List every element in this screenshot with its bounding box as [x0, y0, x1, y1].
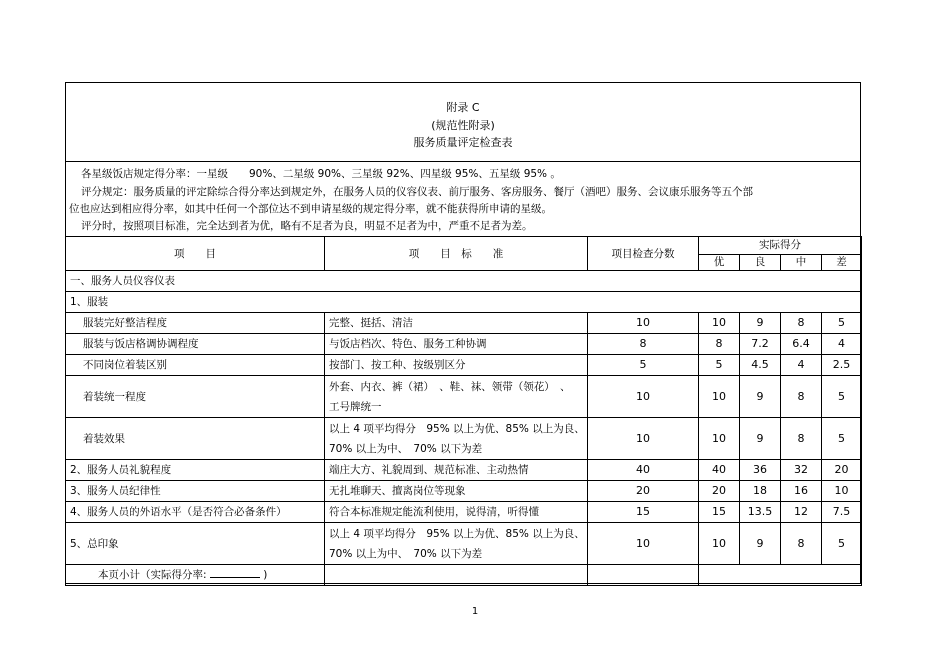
row-score: 10 — [588, 418, 699, 460]
table-row — [66, 502, 862, 523]
row-grade-good: 9 — [740, 523, 781, 565]
row-grade-excellent: 10 — [699, 523, 740, 565]
header-standard: 项 目 标 准 — [325, 237, 588, 271]
subtotal-label: 本页小计（实际得分率: — [98, 569, 207, 581]
header-row — [66, 237, 862, 255]
subsection-row — [66, 292, 862, 313]
row-standard: 端庄大方、礼貌周到、规范标准、主动热情 — [325, 460, 588, 481]
row-standard-line2: 70% 以上为中、 70% 以下为差 — [329, 547, 483, 560]
row-standard-line1: 外套、内衣、裤（裙） 、鞋、袜、领带（领花） 、 — [329, 380, 571, 393]
row-grade-fair: 12 — [781, 502, 822, 523]
table-row — [66, 334, 862, 355]
row-grade-excellent: 10 — [699, 418, 740, 460]
row-grade-excellent: 10 — [699, 376, 740, 418]
grade-excellent: 优 — [699, 255, 740, 271]
row-standard-line2: 70% 以上为中、 70% 以下为差 — [329, 442, 483, 455]
row-item: 服装与饭店格调协调程度 — [66, 334, 325, 355]
title-block — [66, 83, 860, 162]
row-grade-good: 13.5 — [740, 502, 781, 523]
table-row — [66, 481, 862, 502]
grade-fair: 中 — [781, 255, 822, 271]
row-standard: 完整、挺括、清洁 — [325, 313, 588, 334]
row-grade-fair: 8 — [781, 418, 822, 460]
subtotal-actual — [699, 565, 862, 586]
row-standard: 按部门、按工种、按级别区分 — [325, 355, 588, 376]
table-row — [66, 355, 862, 376]
row-score: 10 — [588, 523, 699, 565]
subtotal-standard — [325, 565, 588, 586]
row-score: 5 — [588, 355, 699, 376]
row-grade-good: 9 — [740, 376, 781, 418]
header-item: 项 目 — [66, 237, 325, 271]
row-grade-fair: 8 — [781, 313, 822, 334]
header-actual: 实际得分 — [699, 237, 862, 255]
row-standard: 与饭店档次、特色、服务工种协调 — [325, 334, 588, 355]
row-standard — [325, 418, 588, 460]
row-item: 2、服务人员礼貌程度 — [66, 460, 325, 481]
form-title: 服务质量评定检查表 — [413, 136, 513, 149]
row-item: 着装统一程度 — [66, 376, 325, 418]
subtotal-score — [588, 565, 699, 586]
row-grade-poor: 10 — [822, 481, 862, 502]
row-grade-poor: 2.5 — [822, 355, 862, 376]
row-item: 5、总印象 — [66, 523, 325, 565]
row-grade-good: 9 — [740, 313, 781, 334]
row-grade-good: 36 — [740, 460, 781, 481]
grade-poor: 差 — [822, 255, 862, 271]
row-score: 40 — [588, 460, 699, 481]
subsection-title: 1、服装 — [66, 292, 862, 313]
row-item: 4、服务人员的外语水平（是否符合必备条件） — [66, 502, 325, 523]
row-grade-fair: 4 — [781, 355, 822, 376]
rule-score-rate: 各星级饭店规定得分率：一星级 90%、二星级 90%、三星级 92%、四星级 95%、五星级 95% 。 — [81, 168, 561, 180]
subtotal-close: ) — [263, 569, 268, 581]
row-score: 20 — [588, 481, 699, 502]
row-grade-good: 4.5 — [740, 355, 781, 376]
row-grade-poor: 20 — [822, 460, 862, 481]
appendix-title: 附录 C — [446, 101, 480, 114]
row-standard — [325, 523, 588, 565]
row-standard: 无扎堆聊天、擅离岗位等现象 — [325, 481, 588, 502]
row-grade-good: 9 — [740, 418, 781, 460]
rule-grading: 评分时，按照项目标准，完全达到者为优，略有不足者为良，明显不足者为中，严重不足者为差。 — [81, 220, 533, 232]
row-grade-poor: 5 — [822, 523, 862, 565]
table-row — [66, 523, 862, 565]
rules-block — [66, 162, 860, 236]
row-item: 服装完好整洁程度 — [66, 313, 325, 334]
row-grade-excellent: 15 — [699, 502, 740, 523]
row-score: 10 — [588, 313, 699, 334]
row-grade-excellent: 40 — [699, 460, 740, 481]
row-grade-fair: 16 — [781, 481, 822, 502]
row-standard: 符合本标准规定能流利使用，说得清，听得懂 — [325, 502, 588, 523]
page-number: 1 — [471, 606, 479, 617]
row-grade-good: 7.2 — [740, 334, 781, 355]
subtotal-row — [66, 565, 862, 586]
row-standard-line2: 工号牌统一 — [329, 400, 382, 413]
row-grade-fair: 32 — [781, 460, 822, 481]
row-grade-excellent: 5 — [699, 355, 740, 376]
row-grade-fair: 6.4 — [781, 334, 822, 355]
section-row — [66, 271, 862, 292]
row-grade-poor: 5 — [822, 313, 862, 334]
table-row — [66, 376, 862, 418]
row-grade-good: 18 — [740, 481, 781, 502]
row-item: 3、服务人员纪律性 — [66, 481, 325, 502]
row-score: 10 — [588, 376, 699, 418]
row-grade-poor: 7.5 — [822, 502, 862, 523]
row-score: 15 — [588, 502, 699, 523]
row-standard-line1: 以上 4 项平均得分 95% 以上为优、85% 以上为良、 — [329, 422, 585, 435]
row-grade-excellent: 20 — [699, 481, 740, 502]
table-row — [66, 418, 862, 460]
row-standard-line1: 以上 4 项平均得分 95% 以上为优、85% 以上为良、 — [329, 527, 585, 540]
row-score: 8 — [588, 334, 699, 355]
evaluation-form — [65, 82, 861, 584]
table-row — [66, 460, 862, 481]
row-grade-poor: 5 — [822, 376, 862, 418]
row-standard — [325, 376, 588, 418]
rule-scoring-1: 评分规定：服务质量的评定除综合得分率达到规定外，在服务人员的仪容仪表、前厅服务、客房服务、餐厅（酒吧）服务、会议康乐服务等五个部 — [81, 186, 753, 198]
grade-good: 良 — [740, 255, 781, 271]
row-grade-excellent: 8 — [699, 334, 740, 355]
table-row — [66, 313, 862, 334]
row-grade-excellent: 10 — [699, 313, 740, 334]
row-grade-poor: 5 — [822, 418, 862, 460]
subtotal-cell — [66, 565, 325, 586]
row-item: 着装效果 — [66, 418, 325, 460]
section-title: 一、服务人员仪容仪表 — [66, 271, 862, 292]
subtotal-input-blank[interactable] — [210, 566, 260, 578]
rule-scoring-2: 位也应达到相应得分率，如其中任何一个部位达不到申请星级的规定得分率，就不能获得所申请的星级。 — [69, 203, 552, 215]
row-grade-poor: 4 — [822, 334, 862, 355]
score-table — [65, 236, 862, 586]
row-item: 不同岗位着装区别 — [66, 355, 325, 376]
row-grade-fair: 8 — [781, 376, 822, 418]
appendix-type: (规范性附录) — [431, 119, 495, 132]
header-score: 项目检查分数 — [588, 237, 699, 271]
row-grade-fair: 8 — [781, 523, 822, 565]
